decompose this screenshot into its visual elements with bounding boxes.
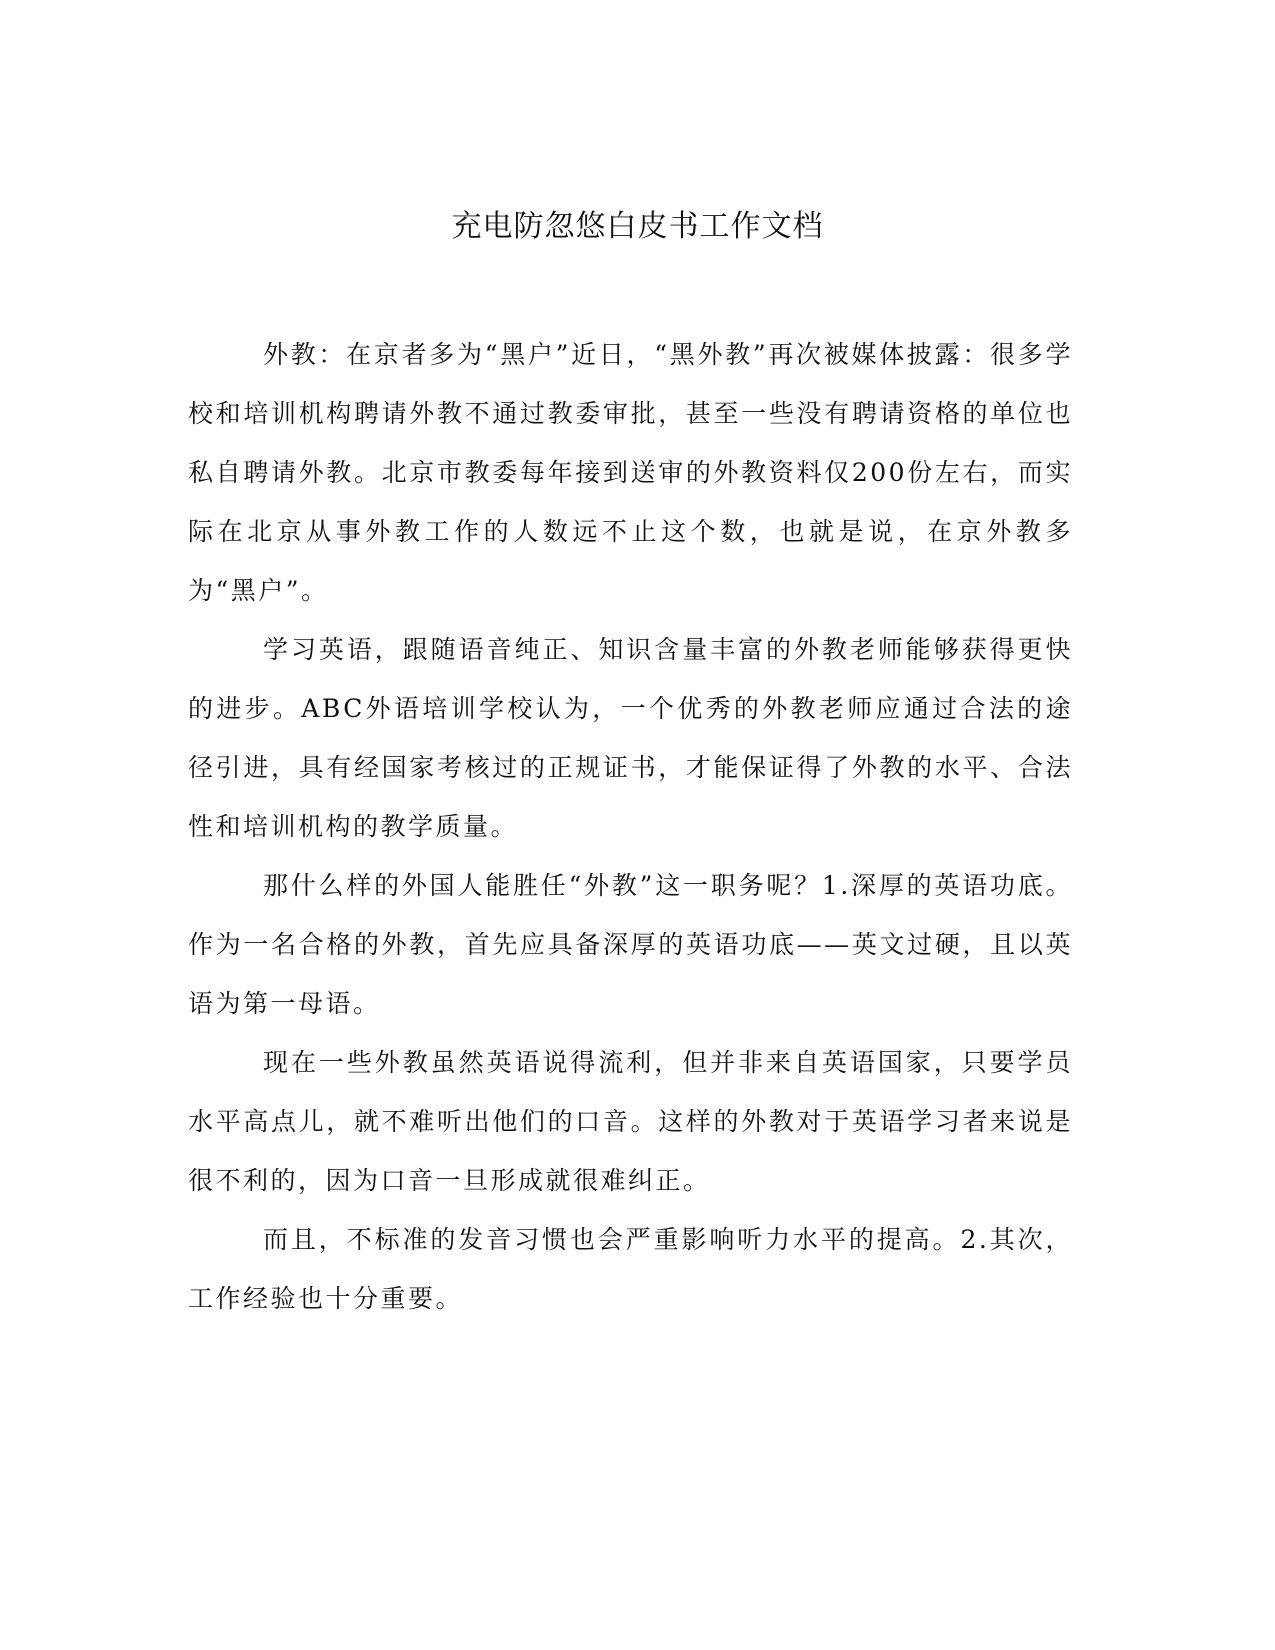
paragraph-1: 外教：在京者多为“黑户”近日，“黑外教”再次被媒体披露：很多学校和培训机构聘请外教不通过教委审批，甚至一些没有聘请资格的单位也私自聘请外教。北京市教委每年接到送审的外教资料仅200份左右，而实际在北京从事外教工作的人数远不止这个数，也就是说，在京外教多为“黑户”。 <box>188 340 1073 605</box>
document-body <box>188 325 1073 1328</box>
document-title: 充电防忽悠白皮书工作文档 <box>451 209 824 244</box>
paragraph-5: 而且，不标准的发音习惯也会严重影响听力水平的提高。2.其次，工作经验也十分重要。 <box>188 1225 1073 1313</box>
paragraph-2: 学习英语，跟随语音纯正、知识含量丰富的外教老师能够获得更快的进步。ABC外语培训学校认为，一个优秀的外教老师应通过合法的途径引进，具有经国家考核过的正规证书，才能保证得了外教的水平、合法性和培训机构的教学质量。 <box>188 635 1073 841</box>
paragraph-4: 现在一些外教虽然英语说得流利，但并非来自英语国家，只要学员水平高点儿，就不难听出他们的口音。这样的外教对于英语学习者来说是很不利的，因为口音一旦形成就很难纠正。 <box>188 1048 1073 1195</box>
paragraph-3: 那什么样的外国人能胜任“外教”这一职务呢？1.深厚的英语功底。作为一名合格的外教，首先应具备深厚的英语功底——英文过硬，且以英语为第一母语。 <box>188 871 1073 1018</box>
